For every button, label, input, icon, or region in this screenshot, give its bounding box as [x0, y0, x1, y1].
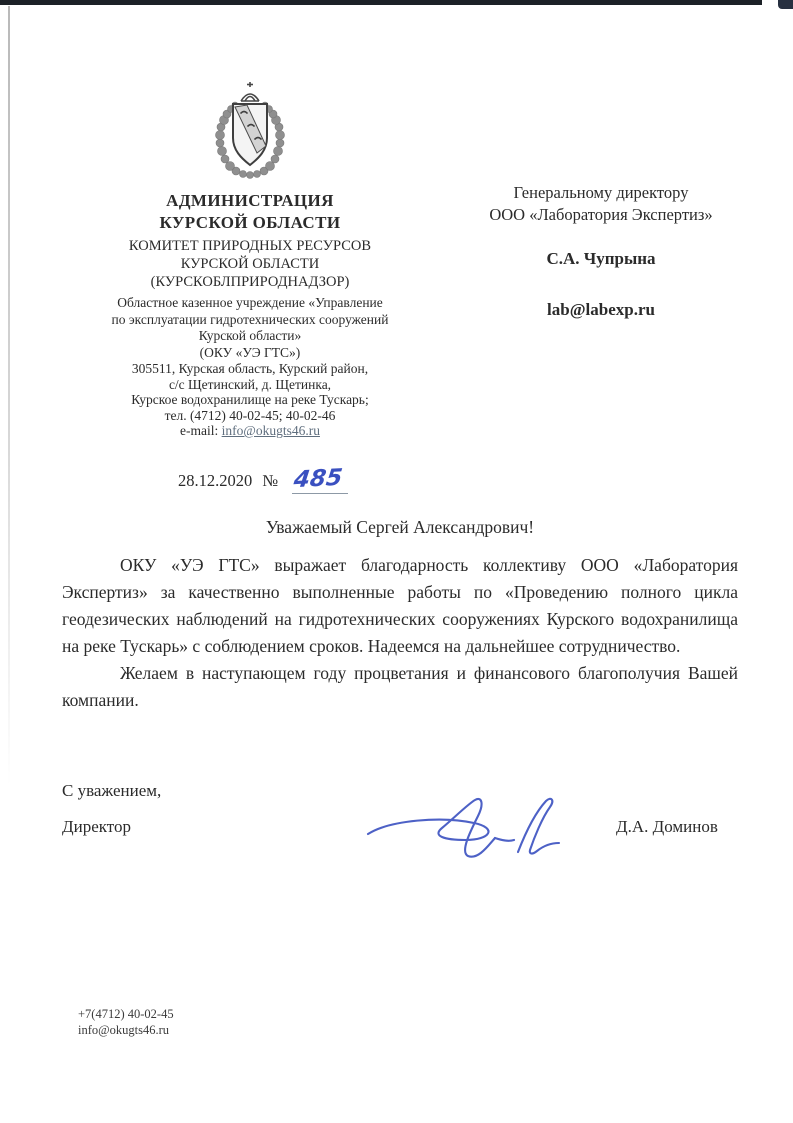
letter-body — [62, 552, 738, 714]
footer-email: info@okugts46.ru — [78, 1023, 170, 1037]
scan-artifact-left-edge — [8, 6, 10, 786]
body-paragraph: ОКУ «УЭ ГТС» выражает благодарность коллективу ООО «Лаборатория Экспертиз» за качественно выполненные работы по «Проведению полного цикла геодезических наблюдений на гидротехнических сооружениях Курского водохранилища на реке Тускарь» с соблюдением сроков. Надеемся на дальнейшее сотрудничество. — [62, 555, 738, 656]
org-name-line: АДМИНИСТРАЦИЯ — [166, 191, 334, 210]
signer-name: Д.А. Доминов — [616, 817, 718, 836]
committee-line: КОМИТЕТ ПРИРОДНЫХ РЕСУРСОВ — [128, 238, 372, 254]
body-paragraph: Желаем в наступающем году процветания и финансового благополучия Вашей компании. — [62, 663, 738, 710]
institution-line: по эксплуатации гидротехнических сооружений — [111, 311, 389, 327]
footer — [78, 1006, 174, 1038]
phone-line: тел. (4712) 40-02-45; 40-02-46 — [164, 407, 336, 423]
letter-date: 28.12.2020 — [178, 471, 253, 490]
letterhead-email-line — [64, 423, 436, 439]
recipient-title: Генеральному директору — [513, 183, 689, 202]
org-name-line: КУРСКОЙ ОБЛАСТИ — [159, 213, 341, 232]
address-line: Курское водохранилище на реке Тускарь; — [131, 392, 369, 407]
scan-artifact-top-band — [0, 0, 762, 5]
reference-line — [178, 466, 348, 494]
recipient-name: С.А. Чупрына — [546, 249, 656, 268]
handwritten-outgoing-number: 485 — [292, 464, 345, 494]
footer-phone: +7(4712) 40-02-45 — [78, 1007, 174, 1021]
address-line: 305511, Курская область, Курский район, — [131, 361, 369, 376]
number-sign: № — [262, 471, 279, 490]
salutation: Уважаемый Сергей Александрович! — [265, 517, 535, 537]
institution-line: Курской области» — [198, 328, 302, 343]
coat-of-arms-emblem — [200, 76, 300, 180]
letterhead-email-link[interactable]: info@okugts46.ru — [221, 423, 320, 438]
address-line: с/с Щетинский, д. Щетинка, — [168, 376, 332, 392]
signer-position: Директор — [62, 817, 131, 836]
committee-line: КУРСКОЙ ОБЛАСТИ — [180, 256, 320, 272]
institution-line: (ОКУ «УЭ ГТС») — [199, 344, 301, 360]
recipient-block — [450, 182, 752, 320]
recipient-email: lab@labexp.ru — [547, 300, 655, 319]
scan-artifact-corner-mark — [778, 0, 793, 9]
letterhead — [64, 76, 436, 439]
committee-line: (КУРСКОБЛПРИРОДНАДЗОР) — [150, 274, 350, 290]
closing-regards: С уважением, — [62, 781, 162, 800]
outgoing-number-field — [292, 466, 348, 494]
handwritten-signature — [362, 790, 577, 875]
email-label: e-mail: — [180, 423, 222, 438]
institution-line: Областное казенное учреждение «Управление — [117, 295, 383, 310]
recipient-company: ООО «Лаборатория Экспертиз» — [489, 205, 713, 224]
